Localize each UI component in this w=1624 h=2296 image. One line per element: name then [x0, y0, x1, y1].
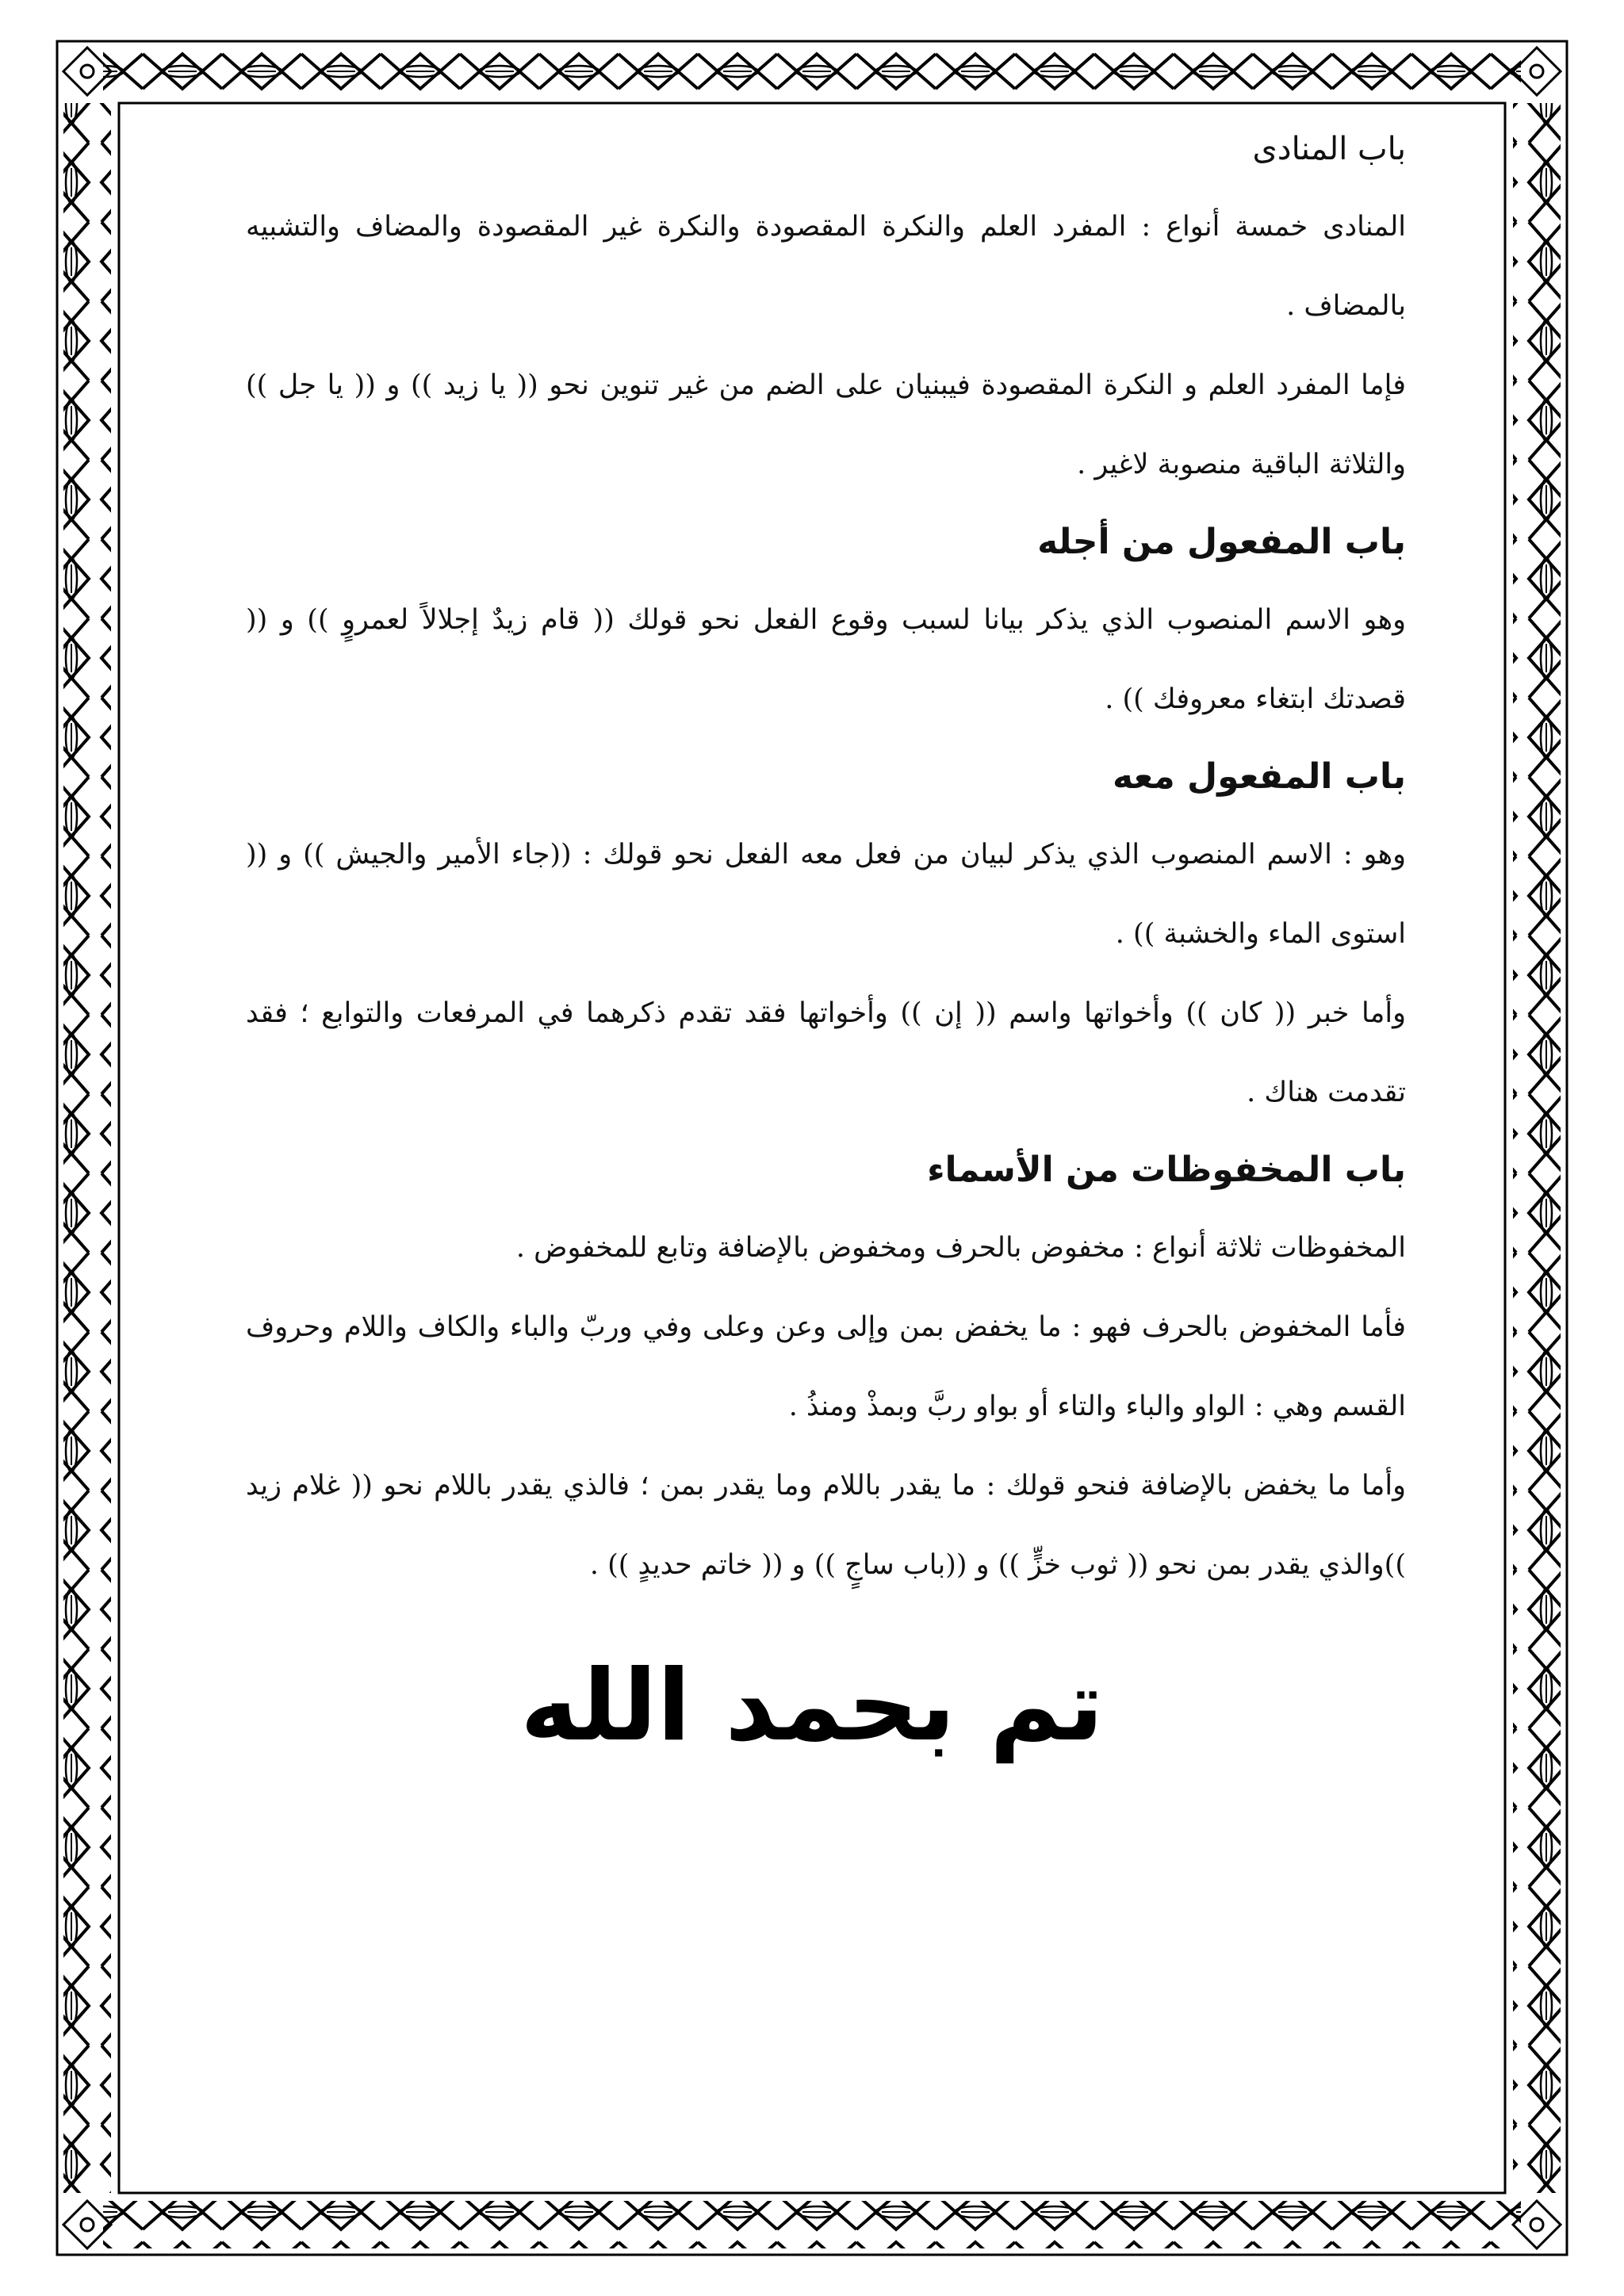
paragraph: فأما المخفوض بالحرف فهو : ما يخفض بمن وإلى وعن وعلى وفي وربّ والباء والكاف واللام وحروف القسم وهي : الواو والباء والتاء أو بواو ربَّ وبمذْ ومنذُ .: [246, 1311, 1406, 1422]
section-object-of-accompaniment: [246, 739, 1406, 1132]
section-object-of-purpose: [246, 504, 1406, 739]
paragraph: المنادى خمسة أنواع : المفرد العلم والنكرة المقصودة والنكرة غير المقصودة والمضاف والتشبيه بالمضاف .: [246, 211, 1406, 322]
document-body: [246, 111, 1406, 1605]
section-heading: باب المفعول معه: [1112, 756, 1406, 797]
paragraph: وهو الاسم المنصوب الذي يذكر بيانا لسبب وقوع الفعل نحو قولك (( قام زيدٌ إجلالاً لعمروٍ )) و (( قصدتك ابتغاء معروفك )) .: [246, 604, 1406, 715]
paragraph: وأما خبر (( كان )) وأخواتها واسم (( إن )) وأخواتها فقد تقدم ذكرهما في المرفعات والتوابع ؛ فقد تقدمت هناك .: [246, 997, 1406, 1108]
closing-phrase: تم بحمد الله: [520, 1649, 1104, 1763]
paragraph: وهو : الاسم المنصوب الذي يذكر لبيان من فعل معه الفعل نحو قولك : ((جاء الأمير والجيش )) و (( استوى الماء والخشبة )) .: [246, 839, 1406, 950]
section-vocative: [246, 111, 1406, 504]
paragraph: وأما ما يخفض بالإضافة فنحو قولك : ما يقدر باللام وما يقدر بمن ؛ فالذي يقدر باللام نحو (( غلام زيد ))والذي يقدر بمن نحو (( ثوب خزٍّ )) و ((باب ساجٍ )) و (( خاتم حديدٍ )) .: [246, 1470, 1406, 1581]
section-heading: باب المفعول من أجله: [1037, 522, 1406, 562]
section-heading: باب المخفوظات من الأسماء: [927, 1150, 1406, 1190]
section-heading: باب المنادى: [1252, 131, 1406, 167]
paragraph: فإما المفرد العلم و النكرة المقصودة فيبنيان على الضم من غير تنوين نحو (( يا زيد )) و (( يا جل )) والثلاثة الباقية منصوبة لاغير .: [246, 369, 1406, 480]
paragraph: المخفوظات ثلاثة أنواع : مخفوض بالحرف ومخفوض بالإضافة وتابع للمخفوض .: [515, 1232, 1406, 1264]
section-genitive-nouns: [246, 1132, 1406, 1605]
